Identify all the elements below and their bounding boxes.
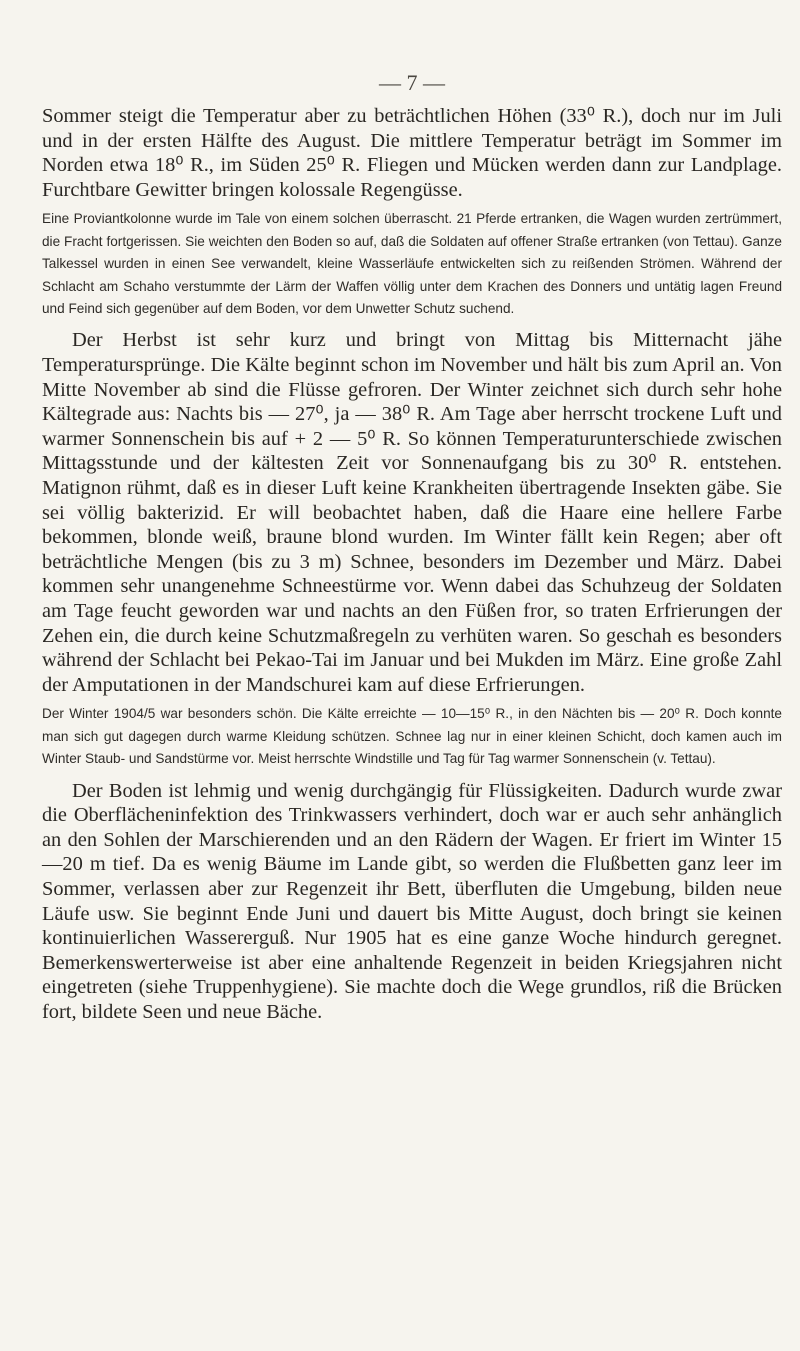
page-number: — 7 — (379, 70, 445, 95)
paragraph-summer: Sommer steigt die Temperatur aber zu beträchtlichen Höhen (33⁰ R.), doch nur im Juli und in der ersten Hälfte des August. Die mittlere Temperatur beträgt im Sommer im Norden etwa 18⁰ R., im Süden 25⁰ R. Fliegen und Mücken werden dann zur Landplage. Furchtbare Gewitter bringen kolossale Regengüsse. (42, 105, 782, 201)
footnote-winter-1904: Der Winter 1904/5 war besonders schön. Die Kälte erreichte — 10—15⁰ R., in den Nächten bis — 20⁰ R. Doch konnte man sich gut dagegen durch warme Kleidung schützen. Schnee lag nur in einer kleinen Schicht, doch kamen auch im Winter Staub- und Sandstürme vor. Meist herrschte Windstille und Tag für Tag warmer Sonnenschein (v. Tettau). (42, 706, 782, 767)
paragraph-autumn-winter: Der Herbst ist sehr kurz und bringt von Mittag bis Mitternacht jähe Temperatursprünge. Die Kälte beginnt schon im November und hält bis zum April an. Von Mitte November ab sind die Flüsse gefroren. Der Winter zeichnet sich durch sehr hohe Kältegrade aus: Nachts bis — 27⁰, ja — 38⁰ R. Am Tage aber herrscht trockene Luft und warmer Sonnenschein bis auf + 2 — 5⁰ R. So können Temperaturunterschiede zwischen Mittagsstunde und der kältesten Zeit vor Sonnenaufgang bis zu 30⁰ R. entstehen. Matignon rühmt, daß es in dieser Luft keine Krankheiten übertragende Insekten gäbe. Sie sei völlig bakterizid. Er will beobachtet haben, daß die Haare eine hellere Farbe bekommen, blonde weiß, braune blond wurden. Im Winter fällt kein Regen; aber oft beträchtliche Mengen (bis zu 3 m) Schnee, besonders im Dezember und März. Dabei kommen sehr unangenehme Schneestürme vor. Wenn dabei das Schuhzeug der Soldaten am Tage feucht geworden war und nachts an den Füßen fror, so traten Erfrierungen der Zehen ein, die durch keine Schutzmaßregeln zu verhüten waren. So geschah es besonders während der Schlacht bei Pekao-Tai im Januar und bei Mukden im März. Eine große Zahl der Amputationen in der Mandschurei kam auf diese Erfrierungen. (42, 329, 782, 696)
footnote-proviantkolonne: Eine Proviantkolonne wurde im Tale von einem solchen überrascht. 21 Pferde ertranken, die Wagen wurden zertrümmert, die Fracht fortgerissen. Sie weichten den Boden so auf, daß die Soldaten auf offener Straße ertranken (von Tettau). Ganze Talkessel wurden in einen See verwandelt, kleine Wasserläufe entwickelten sich zu reißenden Strömen. Während der Schlacht am Schaho verstummte der Lärm der Waffen völlig unter dem Krachen des Donners und untätig lagen Freund und Feind sich gegenüber auf dem Boden, vor dem Unwetter Schutz suchend. (42, 211, 782, 316)
paragraph-soil: Der Boden ist lehmig und wenig durchgängig für Flüssigkeiten. Dadurch wurde zwar die Oberflächeninfektion des Trinkwassers verhindert, doch war er auch sehr anhänglich an den Sohlen der Marschierenden und an den Rädern der Wagen. Er friert im Winter 15—20 m tief. Da es wenig Bäume im Lande gibt, so werden die Flußbetten ganz leer im Sommer, verlassen aber zur Regenzeit ihr Bett, überfluten die Umgebung, bilden neue Läufe usw. Sie beginnt Ende Juni und dauert bis Mitte August, doch bringt sie keinen kontinuierlichen Wassererguß. Nur 1905 hat es eine ganze Woche hindurch geregnet. Bemerkenswerterweise ist aber eine anhaltende Regenzeit in beiden Kriegsjahren nicht eingetreten (siehe Truppenhygiene). Sie machte doch die Wege grundlos, riß die Brücken fort, bildete Seen und neue Bäche. (42, 779, 782, 1023)
book-page (42, 0, 782, 1351)
